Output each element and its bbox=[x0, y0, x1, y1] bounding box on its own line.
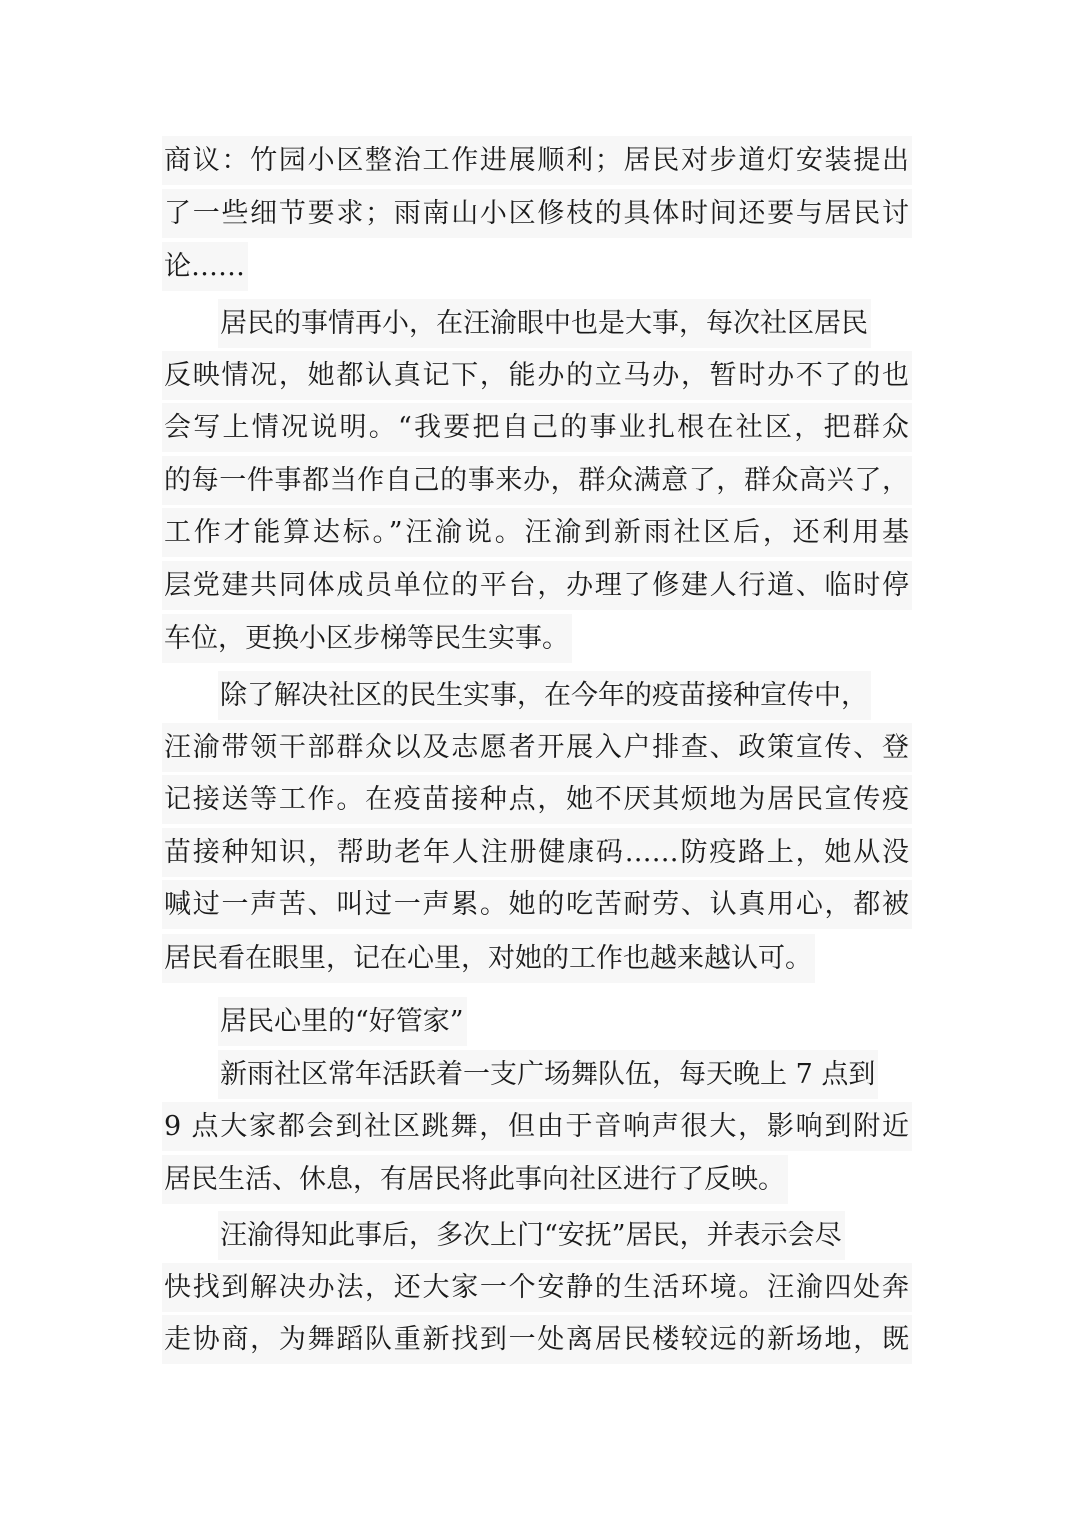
line-text: 喊过一声苦、叫过一声累。她的吃苦耐劳、认真用心，都被 bbox=[162, 880, 912, 929]
line-text: 9 点大家都会到社区跳舞，但由于音响声很大，影响到附近 bbox=[162, 1102, 912, 1151]
line-text: 快找到解决办法，还大家一个安静的生活环境。汪渝四处奔 bbox=[162, 1263, 912, 1312]
paragraph-5 bbox=[162, 1210, 912, 1368]
section-heading bbox=[162, 996, 912, 1049]
heading-text: 居民心里的“好管家” bbox=[218, 997, 467, 1046]
line-text: 汪渝得知此事后，多次上门“安抚”居民，并表示会尽 bbox=[218, 1211, 845, 1260]
line-text: 车位，更换小区步梯等民生实事。 bbox=[162, 614, 572, 663]
heading-line bbox=[162, 996, 912, 1049]
text-line bbox=[162, 189, 912, 242]
paragraph-4 bbox=[162, 1049, 912, 1207]
line-text: 除了解决社区的民生实事，在今年的疫苗接种宣传中， bbox=[218, 671, 871, 720]
text-line bbox=[162, 933, 912, 986]
line-text: 汪渝带领干部群众以及志愿者开展入户排查、政策宣传、登 bbox=[162, 723, 912, 772]
text-line bbox=[162, 880, 912, 933]
paragraph-3 bbox=[162, 670, 912, 985]
line-text: 居民的事情再小，在汪渝眼中也是大事，每次社区居民 bbox=[218, 299, 871, 348]
line-text: 苗接种知识，帮助老年人注册健康码……防疫路上，她从没 bbox=[162, 828, 912, 877]
line-text: 的每一件事都当作自己的事来办，群众满意了，群众高兴了， bbox=[162, 456, 912, 505]
text-line bbox=[162, 136, 912, 189]
text-line bbox=[162, 828, 912, 881]
text-line bbox=[162, 561, 912, 614]
line-text: 反映情况，她都认真记下，能办的立马办，暂时办不了的也 bbox=[162, 351, 912, 400]
text-line bbox=[162, 298, 912, 351]
line-text: 论…… bbox=[162, 242, 248, 291]
paragraph-1 bbox=[162, 136, 912, 294]
line-text: 商议：竹园小区整治工作进展顺利；居民对步道灯安装提出 bbox=[162, 136, 912, 185]
text-line bbox=[162, 1049, 912, 1102]
line-text: 记接送等工作。在疫苗接种点，她不厌其烦地为居民宣传疫 bbox=[162, 775, 912, 824]
text-line bbox=[162, 508, 912, 561]
line-text: 居民看在眼里，记在心里，对她的工作也越来越认可。 bbox=[162, 934, 815, 983]
text-line bbox=[162, 1154, 912, 1207]
text-line bbox=[162, 351, 912, 404]
text-line bbox=[162, 670, 912, 723]
paragraph-2 bbox=[162, 298, 912, 666]
text-line bbox=[162, 1263, 912, 1316]
line-text: 会写上情况说明。“我要把自己的事业扎根在社区，把群众 bbox=[162, 403, 912, 452]
text-line bbox=[162, 241, 912, 294]
text-line bbox=[162, 1102, 912, 1155]
line-text: 居民生活、休息，有居民将此事向社区进行了反映。 bbox=[162, 1155, 788, 1204]
text-line bbox=[162, 1210, 912, 1263]
line-text: 了一些细节要求；雨南山小区修枝的具体时间还要与居民讨 bbox=[162, 189, 912, 238]
text-line bbox=[162, 456, 912, 509]
line-text: 走协商，为舞蹈队重新找到一处离居民楼较远的新场地，既 bbox=[162, 1315, 912, 1364]
text-line bbox=[162, 403, 912, 456]
line-text: 层党建共同体成员单位的平台，办理了修建人行道、临时停 bbox=[162, 561, 912, 610]
line-text: 工作才能算达标。”汪渝说。汪渝到新雨社区后，还利用基 bbox=[162, 508, 912, 557]
text-line bbox=[162, 1315, 912, 1368]
text-line bbox=[162, 775, 912, 828]
line-text: 新雨社区常年活跃着一支广场舞队伍，每天晚上 7 点到 bbox=[218, 1050, 878, 1099]
text-line bbox=[162, 723, 912, 776]
text-line bbox=[162, 613, 912, 666]
